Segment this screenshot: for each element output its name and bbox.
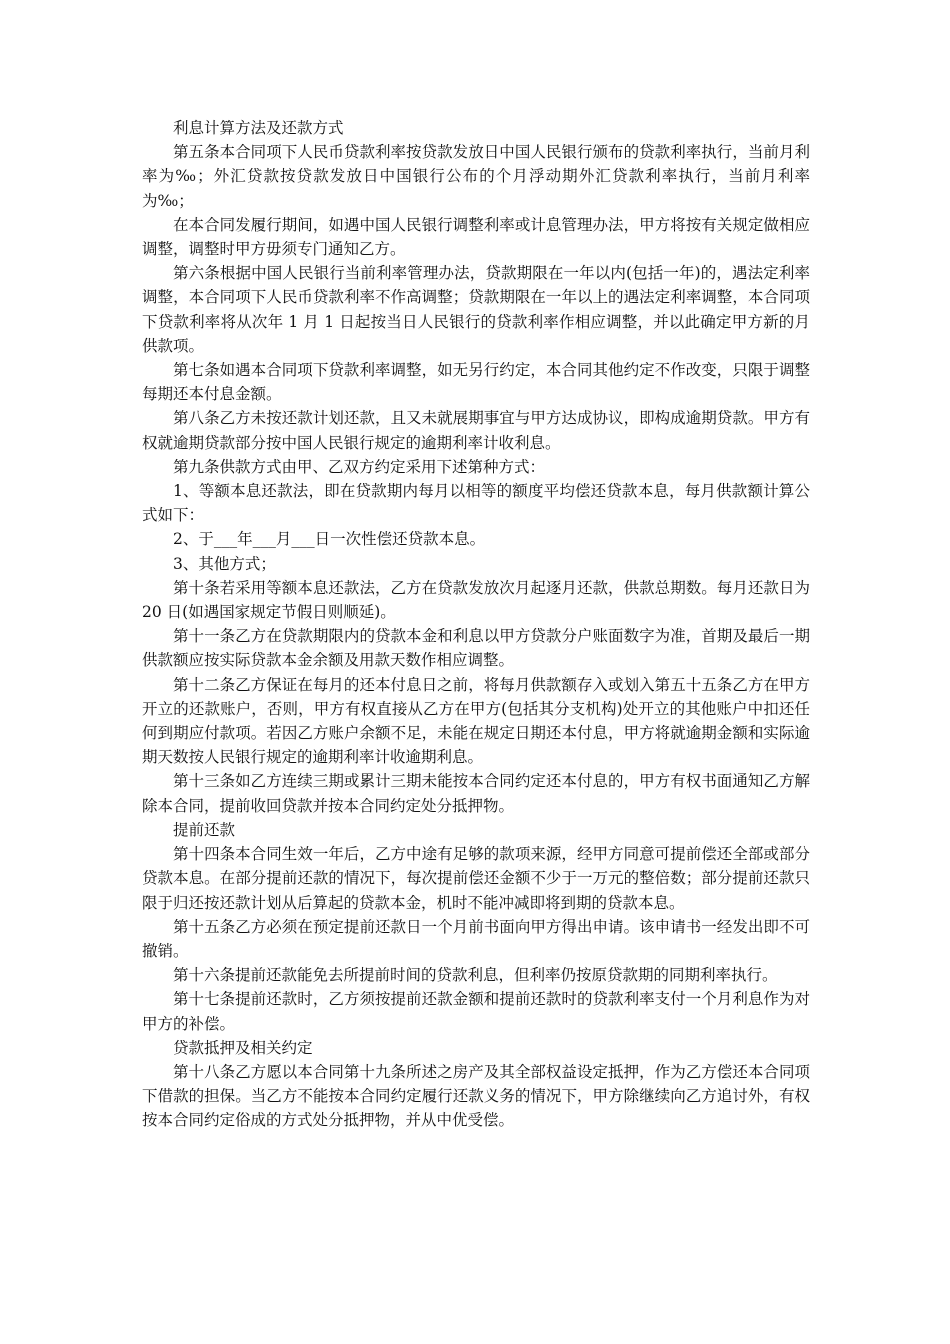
paragraph-article-7: 第七条如遇本合同项下贷款利率调整，如无另行约定，本合同其他约定不作改变，只限于调整每期还本付息金额。 [142,361,810,404]
paragraph-article-13: 第十三条如乙方连续三期或累计三期未能按本合同约定还本付息的，甲方有权书面通知乙方解除本合同，提前收回贷款并按本合同约定处分抵押物。 [142,772,810,815]
paragraph-article-17: 第十七条提前还款时，乙方须按提前还款金额和提前还款时的贷款利率支付一个月利息作为对甲方的补偿。 [142,990,810,1033]
paragraph-article-5: 第五条本合同项下人民币贷款利率按贷款发放日中国人民银行颁布的贷款利率执行，当前月利率为‰；外汇贷款按贷款发放日中国银行公布的个月浮动期外汇贷款利率执行，当前月利率为‰； [142,143,810,210]
paragraph-option-2: 2、于___年___月___日一次性偿还贷款本息。 [173,530,486,549]
section-heading-mortgage: 贷款抵押及相关约定 [173,1038,313,1057]
paragraph-article-16: 第十六条提前还款能免去所提前时间的贷款利息，但利率仍按原贷款期的同期利率执行。 [173,966,778,985]
paragraph-option-1: 1、等额本息还款法，即在贷款期内每月以相等的额度平均偿还贷款本息，每月供款额计算公式如下： [142,482,810,525]
paragraph-option-3: 3、其他方式； [173,554,276,573]
section-heading-interest: 利息计算方法及还款方式 [173,119,344,137]
paragraph-article-18: 第十八条乙方愿以本合同第十九条所述之房产及其全部权益设定抵押，作为乙方偿还本合同项下借款的担保。当乙方不能按本合同约定履行还款义务的情况下，甲方除继续向乙方追讨外，有权按本合同约定俗成的方式处分抵押物，并从中优受偿。 [142,1062,810,1130]
paragraph-article-10: 第十条若采用等额本息还款法，乙方在贷款发放次月起逐月还款，供款总期数。每月还款日为 20 日(如遇国家规定节假日则顺延)。 [142,578,810,622]
paragraph-article-6: 第六条根据中国人民银行当前利率管理办法，贷款期限在一年以内(包括一年)的，遇法定利率调整，本合同项下人民币贷款利率不作高调整；贷款期限在一年以上的遇法定利率调整，本合同项下贷款利率将从次年 1 月 1 日起按当日人民银行的贷款利率作相应调整，并以此确定甲方新的月供款项。 [142,264,810,355]
paragraph-rate-adjustment: 在本合同发履行期间，如遇中国人民银行调整利率或计息管理办法，甲方将按有关规定做相应调整，调整时甲方毋须专门通知乙方。 [142,215,810,259]
paragraph-article-11: 第十一条乙方在贷款期限内的贷款本金和利息以甲方贷款分户账面数字为准，首期及最后一期供款额应按实际贷款本金余额及用款天数作相应调整。 [142,627,810,670]
section-heading-prepayment: 提前还款 [173,820,236,839]
paragraph-article-12: 第十二条乙方保证在每月的还本付息日之前，将每月供款额存入或划入第五十五条乙方在甲方开立的还款账户，否则，甲方有权直接从乙方在甲方(包括其分支机构)处开立的其他账户中扣还任何到期应付款项。若因乙方账户余额不足，未能在规定日期还本付息，甲方将就逾期金额和实际逾期天数按人民银行规定的逾期利率计收逾期利息。 [142,675,810,767]
paragraph-article-14: 第十四条本合同生效一年后，乙方中途有足够的款项来源，经甲方同意可提前偿还全部或部分贷款本息。在部分提前还款的情况下，每次提前偿还金额不少于一万元的整倍数；部分提前还款只限于归还按还款计划从后算起的贷款本金，机时不能冲减即将到期的贷款本息。 [142,845,810,912]
paragraph-article-8: 第八条乙方未按还款计划还款，且又未就展期事宜与甲方达成协议，即构成逾期贷款。甲方有权就逾期贷款部分按中国人民银行规定的逾期利率计收利息。 [142,409,810,452]
document-body [142,116,810,1133]
paragraph-article-9: 第九条供款方式由甲、乙双方约定采用下述第种方式： [173,457,546,476]
paragraph-article-15: 第十五条乙方必须在预定提前还款日一个月前书面向甲方得出申请。该申请书一经发出即不可撤销。 [142,917,810,960]
